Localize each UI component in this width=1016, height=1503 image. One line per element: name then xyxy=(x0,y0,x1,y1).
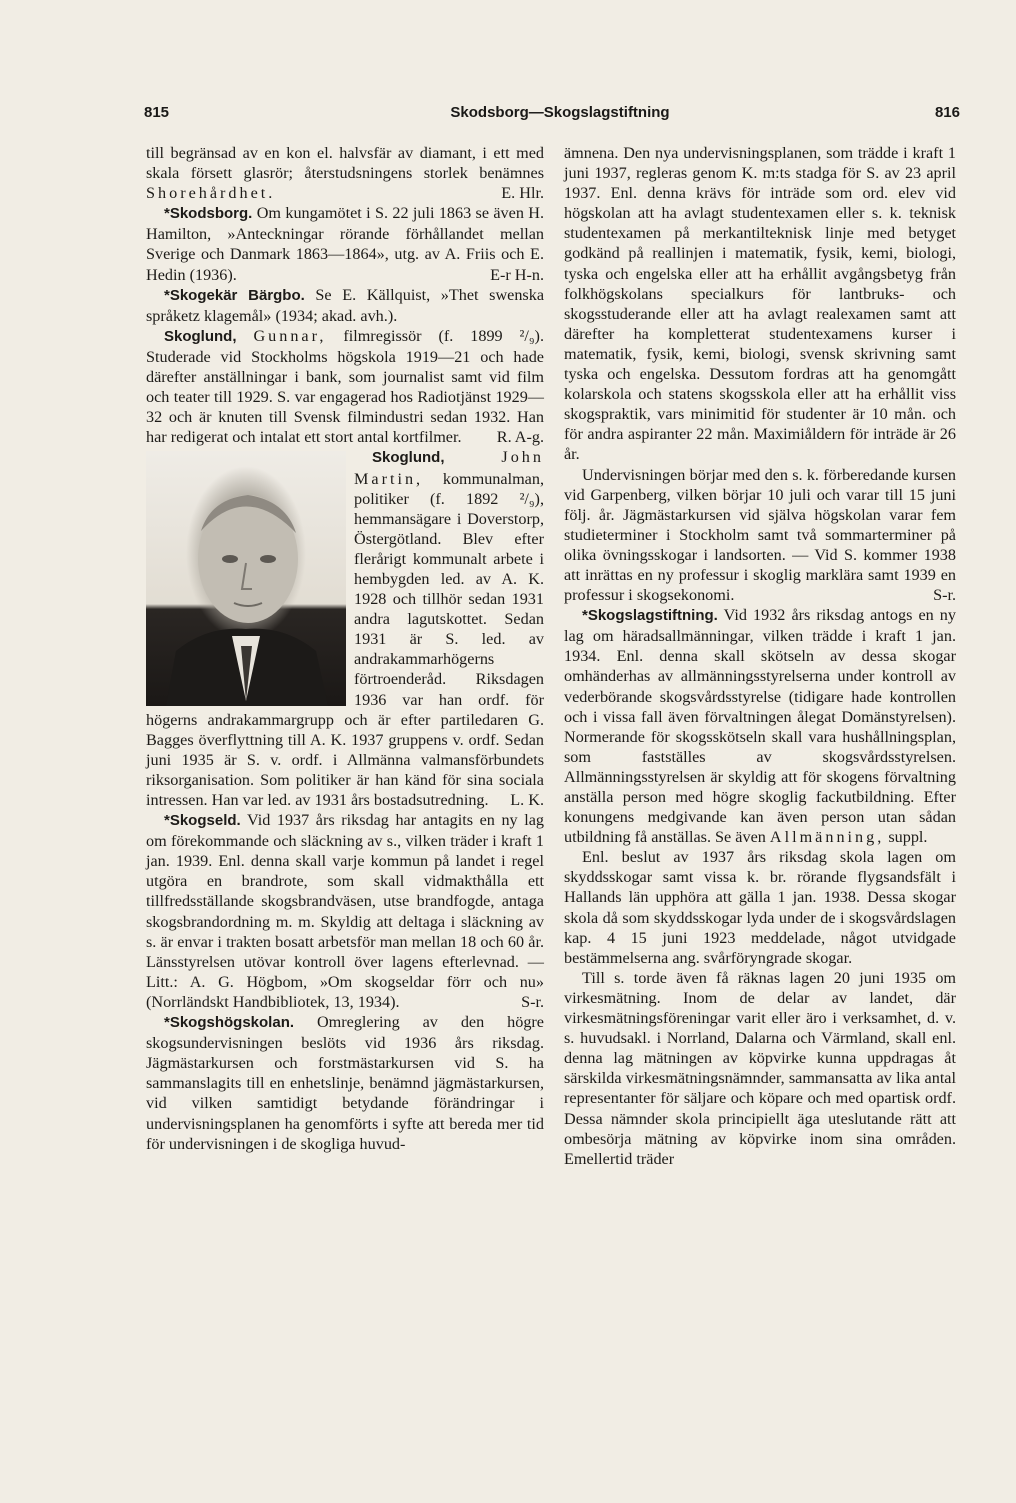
entry-skogekar-bargbo: *Skogekär Bärgbo. Se E. Källquist, »Thet swenska språketz klagemål» (1934; akad. avh.). xyxy=(146,285,544,325)
headword: *Skogekär Bärgbo. xyxy=(164,286,305,304)
paragraph: Undervisningen börjar med den s. k. förberedande kursen vid Garpenberg, vilken börjar 10 juli och varar till 15 juni följ. år. Jägmästarkursen vid själva högskolan varar fem studieterminer i Stockholm samt två sommarterminer på olika övningsskogar i landsorten. — Vid S. kommer 1938 att inrättas en ny professur i skoglig marklära samt 1939 en professur i skogsekonomi. S-r. xyxy=(564,465,956,605)
entry-skodsborg: *Skodsborg. Om kungamötet i S. 22 juli 1863 se även H. Hamilton, »Anteckningar rörande förhållandet mellan Sverige och Danmark 1863—1864», utg. av A. Friis och E. Hedin (1936). E-r H-n. xyxy=(146,204,545,284)
entry-continuation: ämnena. Den nya undervisningsplanen, som trädde i kraft 1 juni 1937, regleras genom K. m:ts stadga för S. av 23 april 1937. Enl. denna krävs för inträde som ord. elev vid högskolan att ha avlagt studentexamen eller s. k. teknisk studentexamen på merkantilteknisk linje med betyget godkänd på reallinjen i matematik, fysik, kemi, biologi, tyska och engelska eller att ha erhållit avgångsbetyg från folkhögskolans specialkurs för lantbruks- och skogsstuderande eller att ha avlagt realexamen samt att därefter ha kompletterat studentexamens kurser i matematik, fysik, kemi, biologi, svensk skrivning samt tyska och engelska. Dessutom fordras att ha genomgått kolarskola och statens skogsskola eller att ha erhållit viss skogspraktik, vars minimitid för studenter är 10 mån. och för andra aspiranter 22 mån. Maximiåldern för inträde är 26 år. xyxy=(564,144,956,464)
headword: Skoglund, xyxy=(164,327,237,345)
entry-skogseld: *Skogseld. Vid 1937 års riksdag har antagits en ny lag om förekommande och släckning av s., vilken träder i kraft 1 jan. 1939. Enl. denna skall varje kommun på landet i regel utgöra en brandrote, som skall vidmakthålla ett tillfredsställande skogsbrandväsen, utse brandfogde, antaga skogsbrandordning m. m. Skyldig att deltaga i släckning av s. är envar i trakten bosatt arbetsför man mellan 18 och 60 år. Länsstyrelsen utövar kontroll över lagens efterlevnad. — Litt.: A. G. Högbom, »Om skogseldar förr och nu» (Norrländskt Handbibliotek, 13, 1934). S-r. xyxy=(146,811,544,1011)
signature: R. A-g. xyxy=(496,428,544,447)
forename: John Martin, xyxy=(354,448,544,488)
headword: *Skogseld. xyxy=(164,812,241,830)
term-shore-hardhet: Shorehårdhet. xyxy=(146,184,276,203)
portrait-photo xyxy=(146,451,346,706)
signature: S-r. xyxy=(521,992,544,1011)
portrait-figure xyxy=(146,451,346,706)
entry-continuation: till begränsad av en kon el. halvsfär av diamant, i ett med skala försett glasrör; återstudsningens storlek benämnes Shorehårdhet. E. Hlr. xyxy=(146,144,544,203)
entry-skoglund-gunnar: Skoglund, Gunnar, filmregissör (f. 1899 ²/₉). Studerade vid Stockholms högskola 1919—21 och hade därefter anställningar i bank, som journalist samt vid film och teater till 1929. S. var engagerad hos Radiotjänst 1929—32 och är knuten till Svensk filmindustri sedan 1932. Han har redigerat och intalat ett stort antal kortfilmer. R. A-g. xyxy=(146,326,544,447)
left-column xyxy=(146,143,544,1154)
headword: *Skodsborg. xyxy=(164,205,253,223)
right-column xyxy=(564,143,956,1169)
portrait-eye-right xyxy=(260,555,276,563)
portrait-eye-left xyxy=(222,555,238,563)
headword: *Skogslagstiftning. xyxy=(582,607,718,625)
signature: E-r H-n. xyxy=(490,265,544,284)
cross-reference: Allmänning, xyxy=(769,828,885,847)
paragraph: Enl. beslut av 1937 års riksdag skola lagen om skyddsskogar samt vissa k. br. rörande flygsandsfält i Hallands län upphöra att gälla 1 jan. 1938. Dessa skogar skola då som skyddsskogar lyda under de i skogsvårdslagen kap. 4 15 juni 1923 meddelade, något utvidgade bestämmelserna ang. svårföryngrade skogar. xyxy=(564,848,956,967)
signature: L. K. xyxy=(510,791,544,809)
entry-skogslagstiftning: *Skogslagstiftning. Vid 1932 års riksdag antogs en ny lag om häradsallmänningar, vilken trädde i kraft 1 jan. 1934. Enl. denna skall skötseln av dessa skogar omhänderhas av allmänningsstyrelserna under kontroll av vederbörande skogsvårdsstyrelse (tidigare hade kontrollen och i vissa fall även förvaltningen ålegat Domänstyrelsen). Normerande för skogsskötseln skall vara hushållningsplan, som fastställes av skogsvårdsstyrelsen. Allmänningsstyrelsen är skyldig att för skogens förvaltning anställa person med högre skoglig fackutbildning. Efter konungens medgivande kan även person utan sådan utbildning få anställas. Se även Allmänning, suppl. xyxy=(564,606,956,847)
entry-skogshogskolan: *Skogshögskolan. Omreglering av den högre skogsundervisningen beslöts vid 1936 års riksdag. Jägmästarkursen och forstmästarkursen vid S. ha sammanslagits till en enhetslinje, benämnd jägmästarkursen, vid vilken samtidigt betydande förändringar i undervisningsplanen ha genomförts i syfte att bereda mer tid för undervisningen i de skogliga huvud- xyxy=(146,1013,544,1153)
signature: E. Hlr. xyxy=(501,184,544,203)
headword: Skoglund, xyxy=(372,449,445,467)
page-number-right: 816 xyxy=(934,104,960,121)
forename: Gunnar, xyxy=(253,326,327,345)
page-number-left: 815 xyxy=(144,104,170,121)
page-header xyxy=(144,104,976,130)
entry-skoglund-john-martin: Skoglund, John Martin, kommunalman, politiker (f. 1892 ²/₉), hemmansägare i Doverstorp, Östergötland. Blev efter flerårigt kommunalt arbete i hembygden led. av A. K. 1928 och tillhör sedan 1931 andra lagutskottet. Sedan 1931 är S. led. av andrakammarhögerns förtroenderåd. Riksdagen 1936 var han ordf. för högerns andrakammargrupp och är efter partiledaren G. Bagges överflyttning till A. K. 1937 gruppens v. ordf. Sedan juni 1935 är S. v. ordf. i Allmänna valmansförbundets riksorganisation. Som politiker är han känd för sina sociala intressen. Han var led. av 1931 års bostadsutredning. L. K. xyxy=(146,448,544,809)
paragraph: Till s. torde även få räknas lagen 20 juni 1935 om virkesmätning. Inom de delar av landet, där virkesmätningsföreningar varit eller äro i verksamhet, d. v. s. huvudsakl. i Norrland, Dalarna och Värmland, skall enl. denna lag mätningen av köpvirke kunna uppdragas åt särskilda virkesmätningsnämnder, sammansatta av lika antal representanter för säljare och köpare och med opartisk ordf. Dessa nämnder skola principiellt äga uteslutande rätt att ombesörja mätning av köpvirke inom sina områden. Emellertid träder xyxy=(564,968,956,1168)
signature: S-r. xyxy=(933,586,956,605)
running-title: Skodsborg—Skogslagstiftning xyxy=(450,104,670,121)
headword: *Skogshögskolan. xyxy=(164,1014,295,1032)
